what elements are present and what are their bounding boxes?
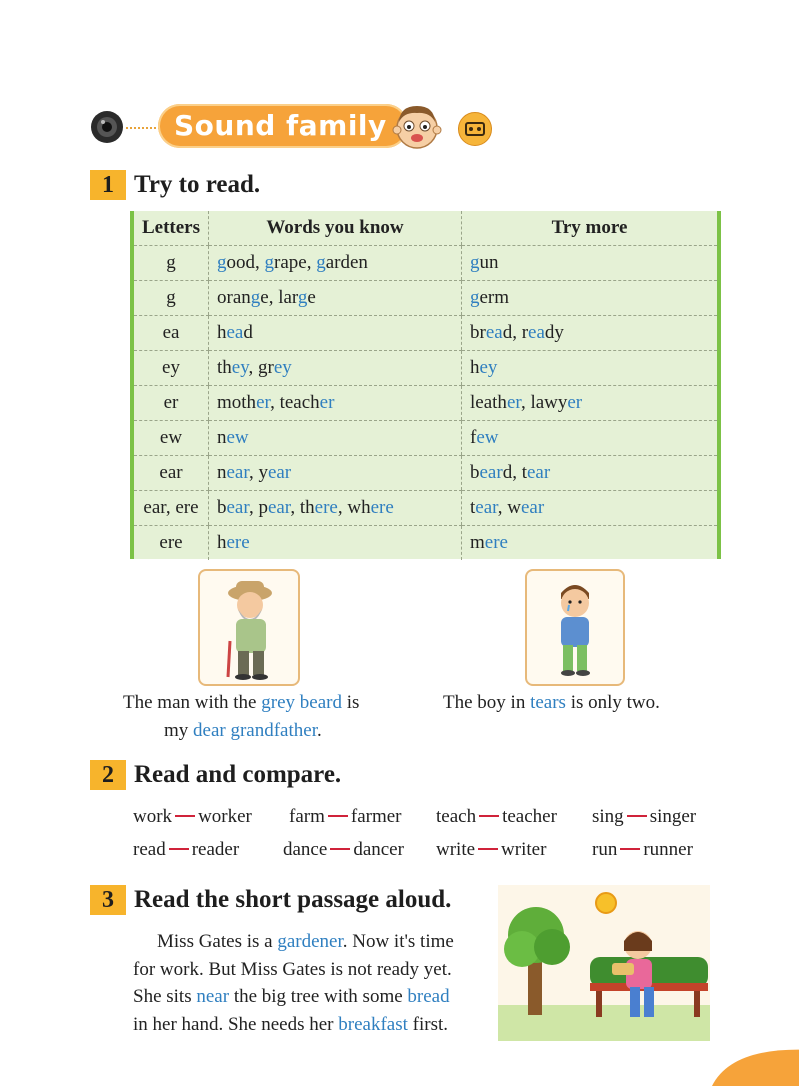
section-title: Read and compare.	[134, 761, 342, 788]
try-more-cell	[462, 246, 718, 281]
word-text: , th	[290, 497, 315, 518]
word-highlight: ew	[476, 427, 499, 448]
letters-cell: g	[134, 281, 209, 316]
table-row	[134, 351, 717, 386]
word-text: n	[217, 462, 227, 483]
page-title: Sound family	[174, 109, 387, 142]
section-number: 2	[90, 760, 126, 790]
word-highlight: ere	[226, 532, 250, 553]
try-more-cell	[462, 456, 718, 491]
word-highlight: ear	[267, 497, 291, 518]
word-highlight: ea	[485, 322, 503, 343]
passage-highlight: breakfast	[338, 1013, 408, 1035]
base-word: write	[436, 839, 476, 860]
letters-cell: er	[134, 386, 209, 421]
passage-highlight: bread	[407, 986, 450, 1007]
red-dash	[169, 848, 189, 850]
park-bench-illustration	[498, 885, 710, 1041]
word-highlight: g	[316, 252, 326, 273]
try-more-cell	[462, 491, 718, 526]
word-pair	[436, 839, 546, 861]
passage-line	[133, 1011, 485, 1039]
boy-caption	[443, 692, 660, 714]
word-highlight: ew	[226, 427, 249, 448]
try-more-cell	[462, 316, 718, 351]
speaker-icon	[90, 110, 124, 144]
word-text: e, lar	[260, 287, 298, 308]
try-more-cell	[462, 281, 718, 316]
letters-cell: ear, ere	[134, 491, 209, 526]
red-dash	[627, 815, 647, 817]
word-highlight: ear	[475, 497, 498, 518]
word-highlight: g	[470, 252, 480, 273]
table-row	[134, 421, 717, 456]
caption-highlight: tears	[530, 692, 566, 713]
word-highlight: ear	[226, 462, 249, 483]
words-you-know-cell	[209, 386, 462, 421]
word-text: th	[217, 357, 232, 378]
phonics-table	[130, 211, 721, 559]
words-you-know-cell	[209, 316, 462, 351]
word-highlight: ere	[314, 497, 338, 518]
word-highlight: g	[250, 287, 261, 308]
word-text: , teach	[270, 392, 320, 413]
word-highlight: ear	[520, 497, 545, 518]
word-highlight: ear	[526, 462, 551, 483]
letters-cell: ere	[159, 532, 183, 553]
table-row	[134, 281, 717, 316]
base-word: farm	[289, 806, 325, 827]
try-more-cell	[462, 351, 718, 386]
word-text: , y	[248, 462, 268, 483]
word-highlight: g	[297, 287, 308, 308]
passage-text: in her hand. She needs her	[133, 1013, 339, 1035]
word-text: e	[307, 287, 316, 308]
crying-boy-illustration	[527, 571, 623, 684]
base-word: sing	[592, 806, 624, 827]
word-text: dy	[544, 322, 564, 343]
passage-line	[133, 928, 485, 956]
derived-word: farmer	[350, 806, 402, 827]
words-you-know-cell	[209, 421, 462, 456]
word-highlight: ear	[479, 462, 503, 483]
words-you-know-cell	[209, 491, 462, 526]
column-header-letters: Letters	[134, 211, 209, 246]
section-number: 3	[90, 885, 126, 915]
word-text: rape,	[274, 252, 317, 273]
word-text: , wh	[337, 497, 371, 518]
word-pair	[133, 839, 239, 861]
page-corner-decoration	[712, 1046, 799, 1086]
word-highlight: ear	[226, 497, 249, 518]
word-text: un	[479, 252, 499, 273]
word-highlight: ea	[226, 322, 244, 343]
word-text: h	[217, 532, 227, 553]
words-you-know-cell	[209, 281, 462, 316]
red-dash	[328, 815, 348, 817]
word-highlight: ey	[479, 357, 498, 378]
words-you-know-cell	[209, 246, 462, 281]
red-dash	[175, 815, 195, 817]
passage-text: She sits	[133, 986, 197, 1007]
word-text: h	[470, 357, 480, 378]
word-text: m	[470, 532, 485, 553]
word-text: f	[470, 427, 477, 448]
section-number: 1	[90, 170, 126, 200]
passage-text: Miss Gates is a	[157, 931, 278, 952]
sound-family-header	[90, 98, 510, 156]
grandfather-caption-line-2	[164, 720, 322, 742]
word-text: , w	[497, 497, 521, 518]
caption-text: is only two.	[565, 692, 660, 713]
words-you-know-cell	[209, 526, 462, 561]
word-text: t	[470, 497, 476, 518]
base-word: work	[133, 806, 173, 827]
boy-picture	[525, 569, 625, 686]
derived-word: worker	[198, 806, 252, 827]
try-more-cell	[462, 421, 718, 456]
word-text: br	[470, 322, 486, 343]
passage-text: for work. But Miss Gates is not ready yet.	[133, 958, 452, 980]
red-dash	[479, 815, 499, 817]
table-row	[134, 526, 717, 561]
word-pair	[592, 806, 696, 828]
words-you-know-cell	[209, 456, 462, 491]
passage-line	[133, 956, 485, 984]
word-text: ood,	[226, 252, 265, 273]
derived-word: singer	[649, 806, 697, 827]
section-title: Try to read.	[134, 171, 261, 198]
word-highlight: ere	[484, 532, 508, 553]
base-word: dance	[283, 839, 328, 860]
word-highlight: g	[264, 252, 274, 273]
table-row	[134, 456, 717, 491]
word-highlight: er	[319, 392, 335, 413]
title-banner	[158, 104, 408, 148]
passage-line	[133, 983, 485, 1011]
table-row	[134, 316, 717, 351]
word-highlight: g	[217, 252, 227, 273]
letters-cell: g	[134, 246, 209, 281]
word-text: erm	[479, 287, 510, 308]
caption-text: .	[317, 720, 322, 741]
derived-word: reader	[191, 839, 240, 860]
derived-word: writer	[501, 839, 547, 860]
word-text: , lawy	[520, 392, 568, 413]
passage-highlight: gardener	[277, 931, 343, 952]
derived-word: runner	[643, 839, 693, 860]
word-text: d, t	[502, 462, 527, 483]
word-pair	[592, 839, 693, 861]
word-text: n	[217, 427, 227, 448]
word-highlight: ere	[370, 497, 394, 518]
word-pair	[289, 806, 402, 828]
caption-text: my	[164, 720, 194, 741]
column-header-words-you-know: Words you know	[209, 211, 462, 246]
word-highlight: ear	[267, 462, 292, 483]
word-text: leath	[470, 392, 507, 413]
red-dash	[330, 848, 350, 850]
cassette-tape-icon[interactable]	[458, 112, 492, 146]
caption-text: The boy in	[443, 692, 531, 713]
letters-cell: ear	[134, 456, 209, 491]
grandfather-illustration	[200, 571, 298, 684]
red-dash	[478, 848, 498, 850]
word-highlight: ey	[231, 357, 249, 378]
word-text: arden	[325, 252, 368, 273]
word-highlight: er	[567, 392, 583, 413]
caption-highlight: grey beard	[261, 692, 342, 713]
word-highlight: er	[506, 392, 521, 413]
table-row	[134, 246, 717, 281]
try-more-cell	[462, 526, 718, 561]
word-highlight: g	[470, 287, 480, 308]
derived-word: teacher	[502, 806, 557, 827]
word-highlight: er	[256, 392, 271, 413]
letters-cell: ea	[134, 316, 209, 351]
word-text: b	[470, 462, 480, 483]
word-text: moth	[217, 392, 257, 413]
caption-text: The man with the	[123, 692, 262, 713]
word-text: h	[217, 322, 227, 343]
letters-cell: ey	[134, 351, 209, 386]
table-row	[134, 386, 717, 421]
word-highlight: ey	[273, 357, 292, 378]
try-more-cell	[462, 386, 718, 421]
word-text: d, r	[502, 322, 529, 343]
passage-text: . Now it's time	[342, 931, 454, 952]
table-row	[134, 491, 717, 526]
words-you-know-cell	[209, 351, 462, 386]
boy-face-icon	[390, 100, 444, 154]
word-highlight: ea	[528, 322, 545, 343]
word-pair	[133, 806, 252, 828]
column-header-try-more: Try more	[462, 211, 718, 246]
base-word: run	[592, 839, 618, 860]
grandfather-picture	[198, 569, 300, 686]
passage-text: the big tree with some	[229, 986, 408, 1007]
derived-word: dancer	[353, 839, 404, 860]
red-dash	[620, 848, 640, 850]
caption-highlight: dear grandfather	[193, 720, 317, 741]
reading-passage	[133, 928, 485, 1038]
word-text: , gr	[248, 357, 274, 378]
word-text: d	[243, 322, 253, 343]
word-text: oran	[217, 287, 251, 308]
table-header-row	[134, 211, 717, 246]
word-text: , p	[248, 497, 268, 518]
word-text: b	[217, 497, 227, 518]
base-word: read	[133, 839, 166, 860]
word-pair	[436, 806, 557, 828]
section-title: Read the short passage aloud.	[134, 886, 452, 913]
caption-text: is	[341, 692, 360, 713]
base-word: teach	[436, 806, 477, 827]
passage-text: first.	[407, 1013, 448, 1035]
letters-cell: ew	[134, 421, 209, 456]
passage-highlight: near	[196, 986, 230, 1007]
grandfather-caption-line-1	[123, 692, 359, 714]
word-pair	[283, 839, 404, 861]
